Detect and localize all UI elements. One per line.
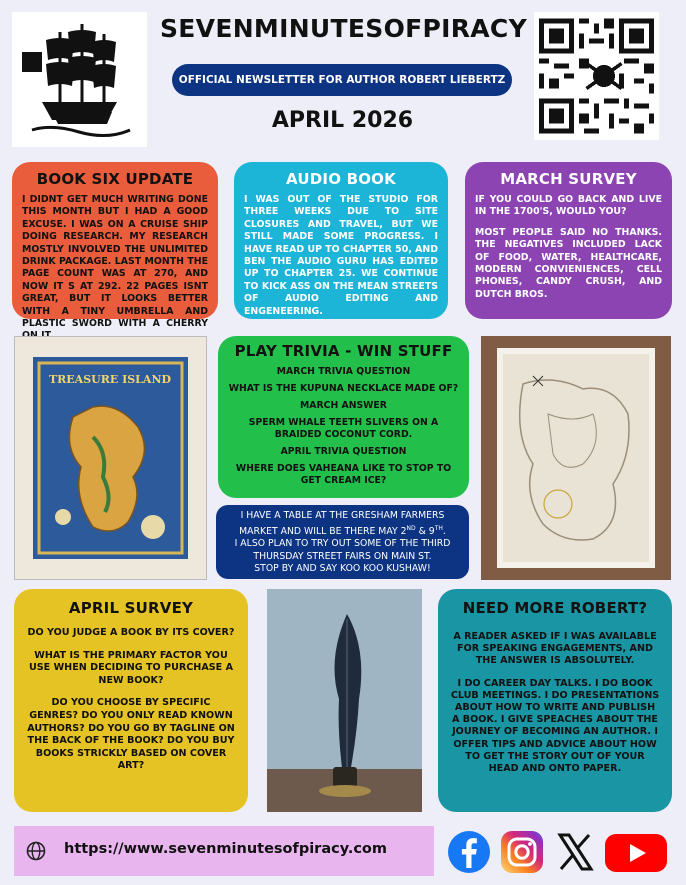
march-trivia-label: MARCH TRIVIA QUESTION [276,366,411,377]
trivia-heading: PLAY TRIVIA - WIN STUFF [234,342,453,360]
qr-code-image [534,12,659,140]
map-poster-title: TREASURE ISLAND [48,373,172,386]
audio-book-body: I WAS OUT OF THE STUDIO FOR THREE WEEKS DUE TO SITE CLOSURES AND TRAVEL, BUT WE STILL MADE SOME PROGRESS. I HAVE READ UP TO CHAPTER 50, AND BEN THE AUDIO GURU HAS EDITED UP TO CHAPTER 25. WE CONTINUE TO KICK ASS ON THE MEAN STREETS OF AUDIO EDITING AND ENGENEERING. [244,194,438,317]
march-survey-card [465,162,672,319]
march-trivia-question: WHAT IS THE KUPUNA NECKLACE MADE OF? [228,383,459,394]
farmers-market-notice [216,505,469,579]
treasure-island-map-photo [14,336,207,580]
market-line-3: STOP BY AND SAY KOO KOO KUSHAW! [254,563,431,575]
speaking-list: I DO CAREER DAY TALKS. I DO BOOK CLUB MEETINGS. I DO PRESENTATIONS ABOUT HOW TO WRITE AND PUBLISH A BOOK. I GIVE SPEACHES ABOUT THE JOURNEY OF BECOMING AN AUTHOR. I OFFER TIPS AND ADVICE ABOUT HOW TO GET THE STORY OUT OF YOUR HEAD AND ONTO PAPER. [450,677,660,775]
book-update-body: I DIDNT GET MUCH WRITING DONE THIS MONTH BUT I HAD A GOOD EXCUSE. I WAS ON A CRUISE SHIP DOING RESEARCH. MY RESEARCH MOSTLY INVOLVED THE UNLIMITED DRINK PACKAGE. LAST MONTH THE PAGE COUNT WAS AT 270, AND NOW IT S AT 292. 22 PAGES ISNT GREAT, BUT IT LOOKS BETTER WITH A TINY UMBRELLA AND PLASTIC SWORD WITH A CHERRY [22,194,208,330]
april-survey-q2: WHAT IS THE PRIMARY FACTOR YOU USE WHEN DECIDING TO PURCHASE A NEW BOOK? [28,649,233,686]
need-more-robert-heading: NEED MORE ROBERT? [462,599,648,617]
newsletter-tagline: OFFICIAL NEWSLETTER FOR AUTHOR ROBERT LIEBERTZ [172,64,512,96]
hand-drawn-map-photo [481,336,671,580]
website-footer-bar [14,826,434,876]
audio-book-card [234,162,448,319]
newsletter-title: SEVENMINUTESOFPIRACY [160,14,527,43]
audio-book-heading: AUDIO BOOK [286,170,396,188]
market-line-1: I HAVE A TABLE AT THE GRESHAM FARMERS MARKET AND WILL BE THERE MAY 2ND & 9TH. [239,510,446,537]
need-more-robert-card [438,589,672,812]
speaking-intro: A READER ASKED IF I WAS AVAILABLE FOR SPEAKING ENGAGEMENTS, AND THE ANSWER IS ABSOLUTELY. [453,631,657,667]
trivia-card [218,336,469,498]
facebook-icon[interactable] [447,830,491,874]
april-survey-q1: DO YOU JUDGE A BOOK BY ITS COVER? [27,627,235,638]
april-survey-q3: DO YOU CHOOSE BY SPECIFIC GENRES? DO YOU ONLY READ KNOWN AUTHORS? DO YOU GO BY TAGLINE ON THE BACK OF THE BOOK? DO YOU BUY BOOKS STRICKLY BASED ON COVER ART? [27,697,235,772]
pirate-ship-logo [12,12,147,147]
march-survey-heading: MARCH SURVEY [500,170,637,188]
instagram-icon[interactable] [500,830,544,874]
april-trivia-question: WHERE DOES VAHEANA LIKE TO STOP TO GET CREAM ICE? [235,463,452,486]
issue-date: APRIL 2026 [271,108,414,133]
quill-pen-photo [267,589,422,812]
market-line-2: I ALSO PLAN TO TRY OUT SOME OF THE THIRD THURSDAY STREET FAIRS ON MAIN ST. [234,538,451,562]
april-trivia-label: APRIL TRIVIA QUESTION [280,446,407,457]
march-survey-result: MOST PEOPLE SAID NO THANKS. THE NEGATIVES INCLUDED LACK OF FOOD, WATER, HEALTHCARE, MODERN CONVIENIENCES, CELL PHONES, CANDY CRUSH, AND DUTCH BROS. [475,226,662,300]
youtube-icon[interactable] [604,830,668,874]
march-survey-question: IF YOU COULD GO BACK AND LIVE IN THE 1700'S, WOULD YOU? [475,194,662,218]
march-answer-label: MARCH ANSWER [300,400,387,411]
x-icon[interactable] [553,830,597,874]
book-update-card [12,162,218,330]
website-link[interactable]: https://www.sevenminutesofpiracy.com [64,841,387,857]
march-answer: SPERM WHALE TEETH SLIVERS ON A BRAIDED COCONUT CORD. [248,417,439,440]
april-survey-card [14,589,248,812]
book-update-heading: BOOK SIX UPDATE [36,170,194,188]
april-survey-heading: APRIL SURVEY [68,599,194,617]
globe-icon [26,841,46,861]
